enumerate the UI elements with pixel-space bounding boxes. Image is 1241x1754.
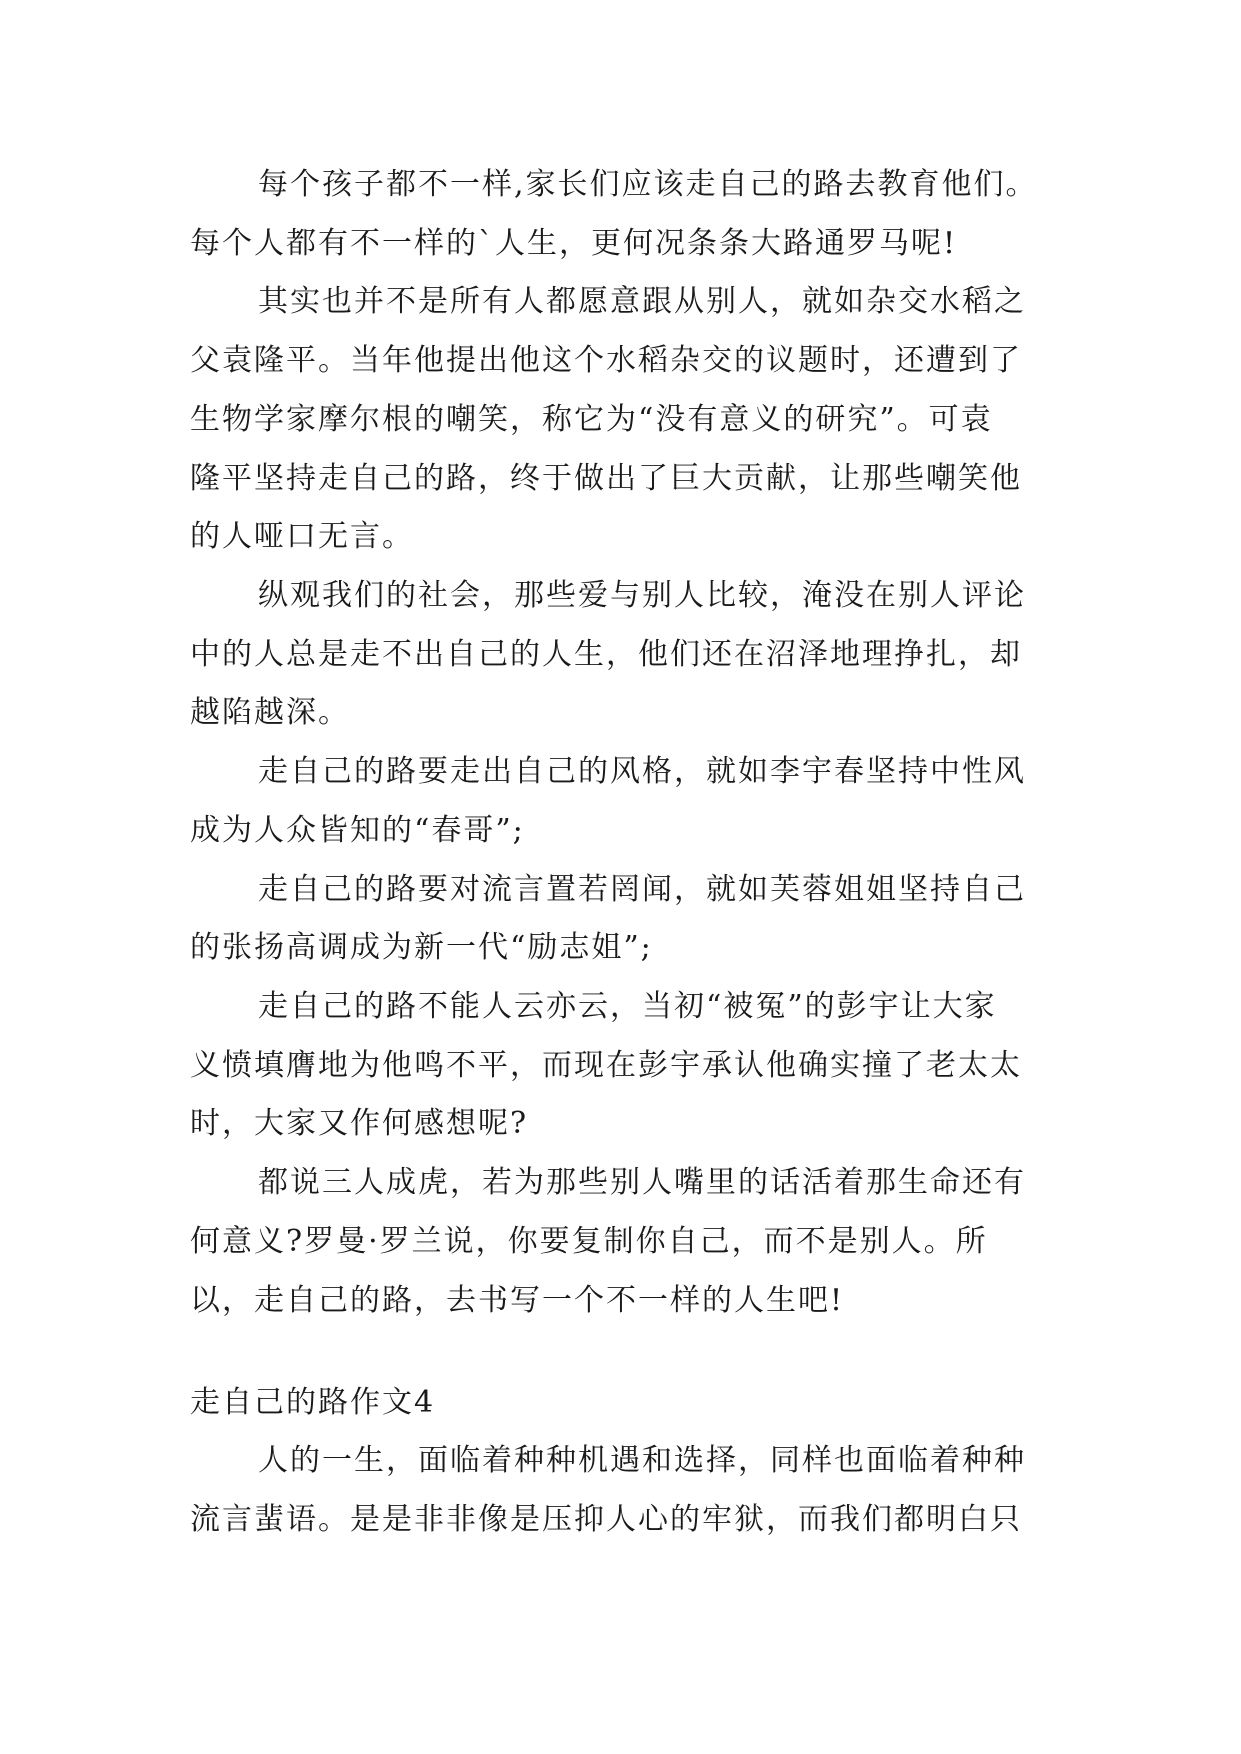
- paragraph-line: 每个人都有不一样的`人生，更何况条条大路通罗马呢!: [190, 226, 958, 261]
- paragraph-line: 走自己的路不能人云亦云，当初“被冤”的彭宇让大家: [258, 989, 997, 1024]
- paragraph-line: 中的人总是走不出自己的人生，他们还在沼泽地理挣扎，却: [190, 637, 1022, 672]
- paragraph-line: 人的一生，面临着种种机遇和选择，同样也面临着种种: [258, 1443, 1026, 1478]
- paragraph-line: 成为人众皆知的“春哥”;: [190, 813, 525, 848]
- paragraph-line: 隆平坚持走自己的路，终于做出了巨大贡献，让那些嘲笑他: [190, 461, 1022, 496]
- paragraph-line: 的张扬高调成为新一代“励志姐”;: [190, 930, 653, 965]
- paragraph-line: 生物学家摩尔根的嘲笑，称它为“没有意义的研究”。可袁: [190, 402, 993, 437]
- paragraph-line: 以，走自己的路，去书写一个不一样的人生吧!: [190, 1283, 845, 1318]
- paragraph-line: 其实也并不是所有人都愿意跟从别人，就如杂交水稻之: [258, 284, 1026, 319]
- paragraph-line: 走自己的路要对流言置若罔闻，就如芙蓉姐姐坚持自己: [258, 872, 1026, 907]
- paragraph-line: 父袁隆平。当年他提出他这个水稻杂交的议题时，还遭到了: [190, 343, 1022, 378]
- paragraph-line: 越陷越深。: [190, 695, 350, 730]
- paragraph-line: 都说三人成虎，若为那些别人嘴里的话活着那生命还有: [258, 1165, 1026, 1200]
- paragraph-line: 何意义?罗曼·罗兰说，你要复制你自己，而不是别人。所: [190, 1224, 988, 1259]
- paragraph-line: 走自己的路要走出自己的风格，就如李宇春坚持中性风: [258, 754, 1026, 789]
- paragraph-line: 时，大家又作何感想呢?: [190, 1106, 529, 1141]
- paragraph-line: 义愤填膺地为他鸣不平，而现在彭宇承认他确实撞了老太太: [190, 1048, 1022, 1083]
- paragraph-line: 纵观我们的社会，那些爱与别人比较，淹没在别人评论: [258, 578, 1026, 613]
- paragraph-line: 流言蜚语。是是非非像是压抑人心的牢狱，而我们都明白只: [190, 1502, 1022, 1537]
- paragraph-line: 每个孩子都不一样,家长们应该走自己的路去教育他们。: [258, 167, 1038, 202]
- section-heading: 走自己的路作文4: [190, 1385, 436, 1420]
- paragraph-line: 的人哑口无言。: [190, 519, 414, 554]
